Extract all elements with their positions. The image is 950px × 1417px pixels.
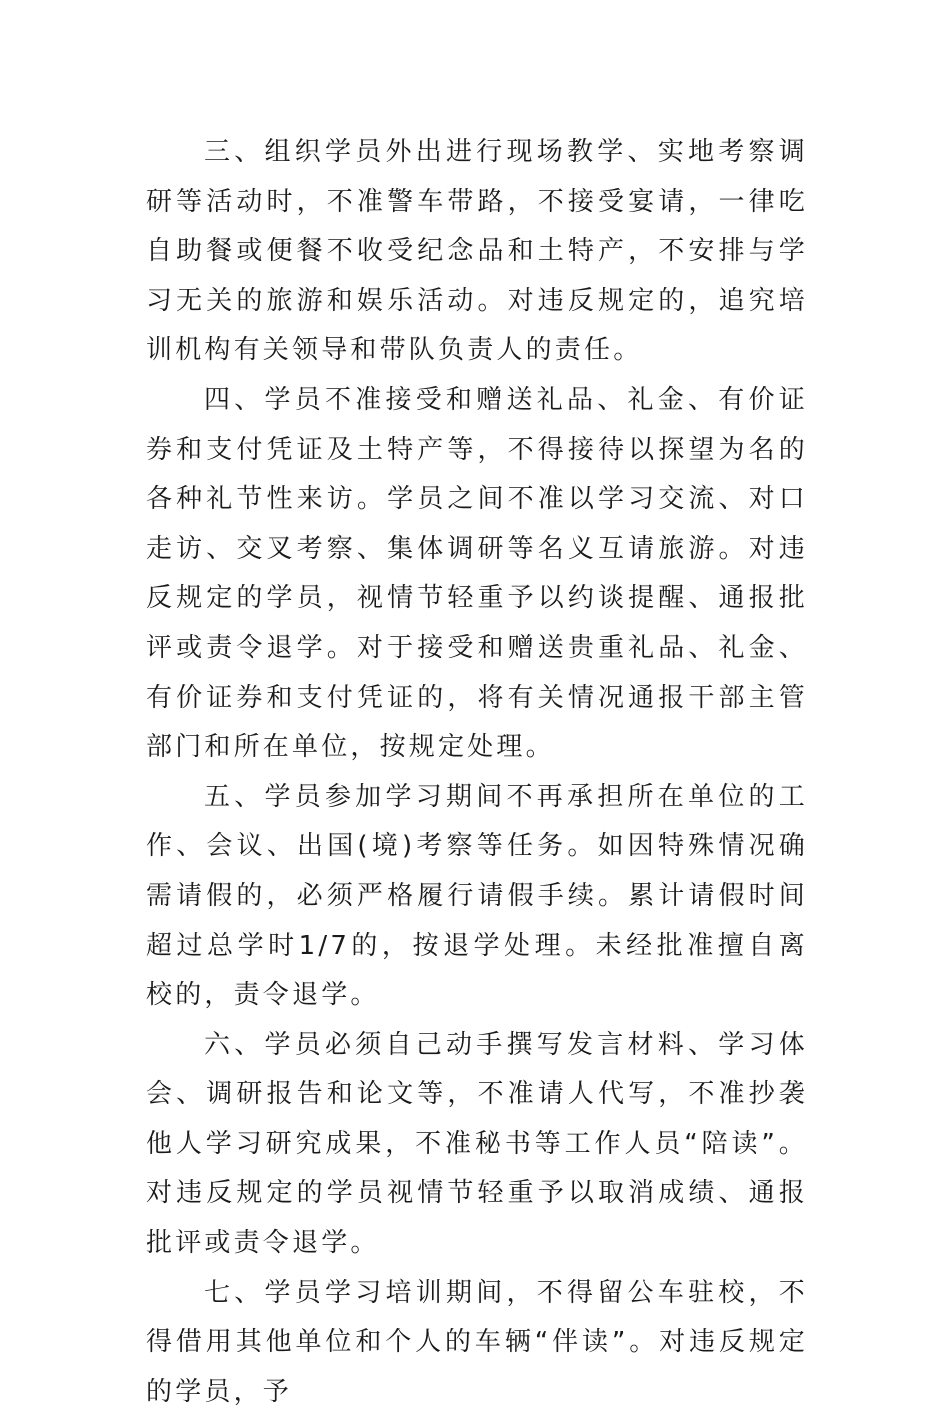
paragraph-7: 七、学员学习培训期间，不得留公车驻校，不得借用其他单位和个人的车辆“伴读”。对违反规定的学员，予	[146, 1277, 808, 1407]
document-body	[146, 128, 808, 1417]
paragraph-6: 六、学员必须自己动手撰写发言材料、学习体会、调研报告和论文等，不准请人代写，不准抄袭他人学习研究成果，不准秘书等工作人员“陪读”。对违反规定的学员视情节轻重予以取消成绩、通报批评或责令退学。	[146, 1029, 808, 1259]
paragraph-3: 三、组织学员外出进行现场教学、实地考察调研等活动时，不准警车带路，不接受宴请，一律吃自助餐或便餐不收受纪念品和土特产，不安排与学习无关的旅游和娱乐活动。对违反规定的，追究培训机构有关领导和带队负责人的责任。	[146, 137, 808, 366]
paragraph-4: 四、学员不准接受和赠送礼品、礼金、有价证券和支付凭证及土特产等，不得接待以探望为名的各种礼节性来访。学员之间不准以学习交流、对口走访、交叉考察、集体调研等名义互请旅游。对违反规定的学员，视情节轻重予以约谈提醒、通报批评或责令退学。对于接受和赠送贵重礼品、礼金、有价证券和支付凭证的，将有关情况通报干部主管部门和所在单位，按规定处理。	[146, 384, 808, 763]
paragraph-5: 五、学员参加学习期间不再承担所在单位的工作、会议、出国(境)考察等任务。如因特殊情况确需请假的，必须严格履行请假手续。累计请假时间超过总学时1/7的，按退学处理。未经批准擅自离校的，责令退学。	[146, 781, 808, 1011]
